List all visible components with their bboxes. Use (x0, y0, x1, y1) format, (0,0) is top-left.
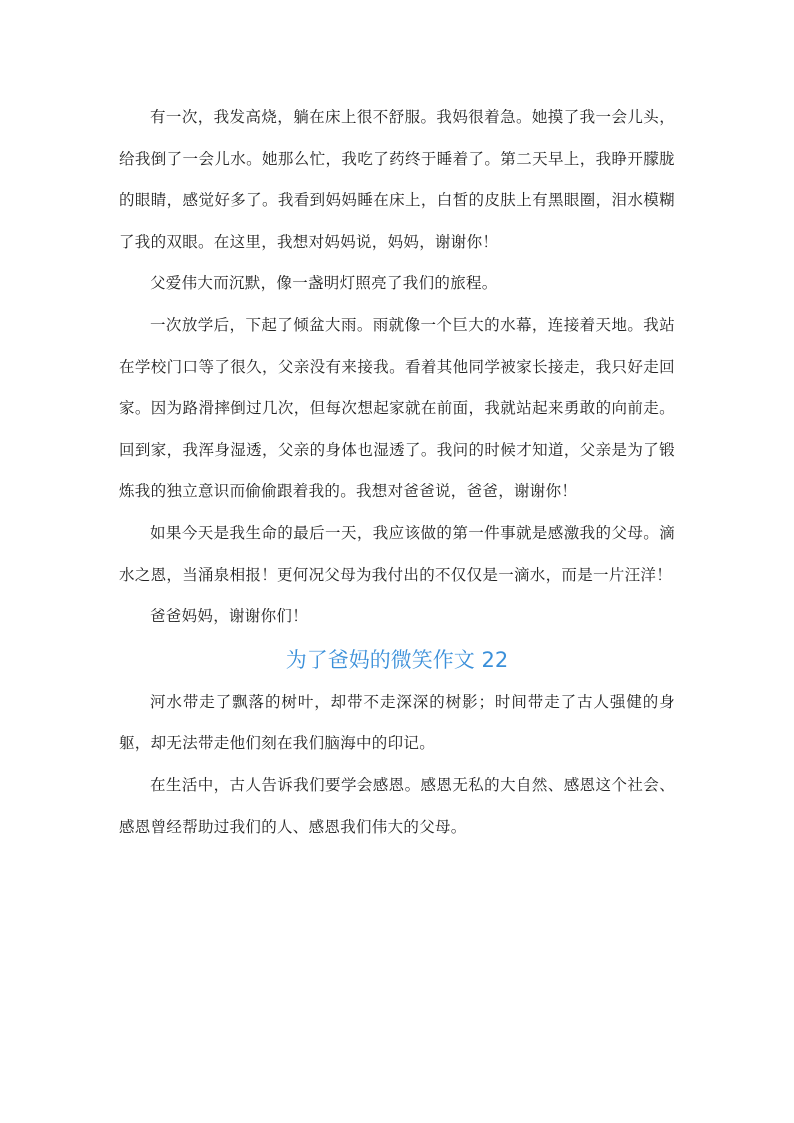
document-page (119, 97, 675, 848)
paragraph-gratitude: 如果今天是我生命的最后一天，我应该做的第一件事就是感激我的父母。滴水之恩，当涌泉相报！更何况父母为我付出的不仅仅是一滴水，而是一片汪洋！ (119, 523, 675, 584)
paragraph-father-love: 父爱伟大而沉默，像一盏明灯照亮了我们的旅程。 (150, 274, 498, 293)
paragraph-fever-story: 有一次，我发高烧，躺在床上很不舒服。我妈很着急。她摸了我一会儿头，给我倒了一会儿水。她那么忙，我吃了药终于睡着了。第二天早上，我睁开朦胧的眼睛，感觉好多了。我看到妈妈睡在床上，白皙的皮肤上有黑眼圈，泪水模糊了我的双眼。在这里，我想对妈妈说，妈妈，谢谢你！ (119, 108, 675, 251)
paragraph-rain-story: 一次放学后，下起了倾盆大雨。雨就像一个巨大的水幕，连接着天地。我站在学校门口等了很久，父亲没有来接我。看着其他同学被家长接走，我只好走回家。因为路滑摔倒过几次，但每次想起家就在前面，我就站起来勇敢的向前走。回到家，我浑身湿透，父亲的身体也湿透了。我问的时候才知道，父亲是为了锻炼我的独立意识而偷偷跟着我的。我想对爸爸说，爸爸，谢谢你！ (119, 315, 675, 501)
paragraph-learn-gratitude: 在生活中，古人告诉我们要学会感恩。感恩无私的大自然、感恩这个社会、感恩曾经帮助过我们的人、感恩我们伟大的父母。 (119, 775, 675, 836)
essay-heading: 为了爸妈的微笑作文 22 (285, 647, 509, 672)
paragraph-thanks-parents: 爸爸妈妈，谢谢你们！ (150, 607, 309, 626)
paragraph-river-leaves: 河水带走了飘落的树叶，却带不走深深的树影；时间带走了古人强健的身躯，却无法带走他们刻在我们脑海中的印记。 (119, 692, 675, 753)
